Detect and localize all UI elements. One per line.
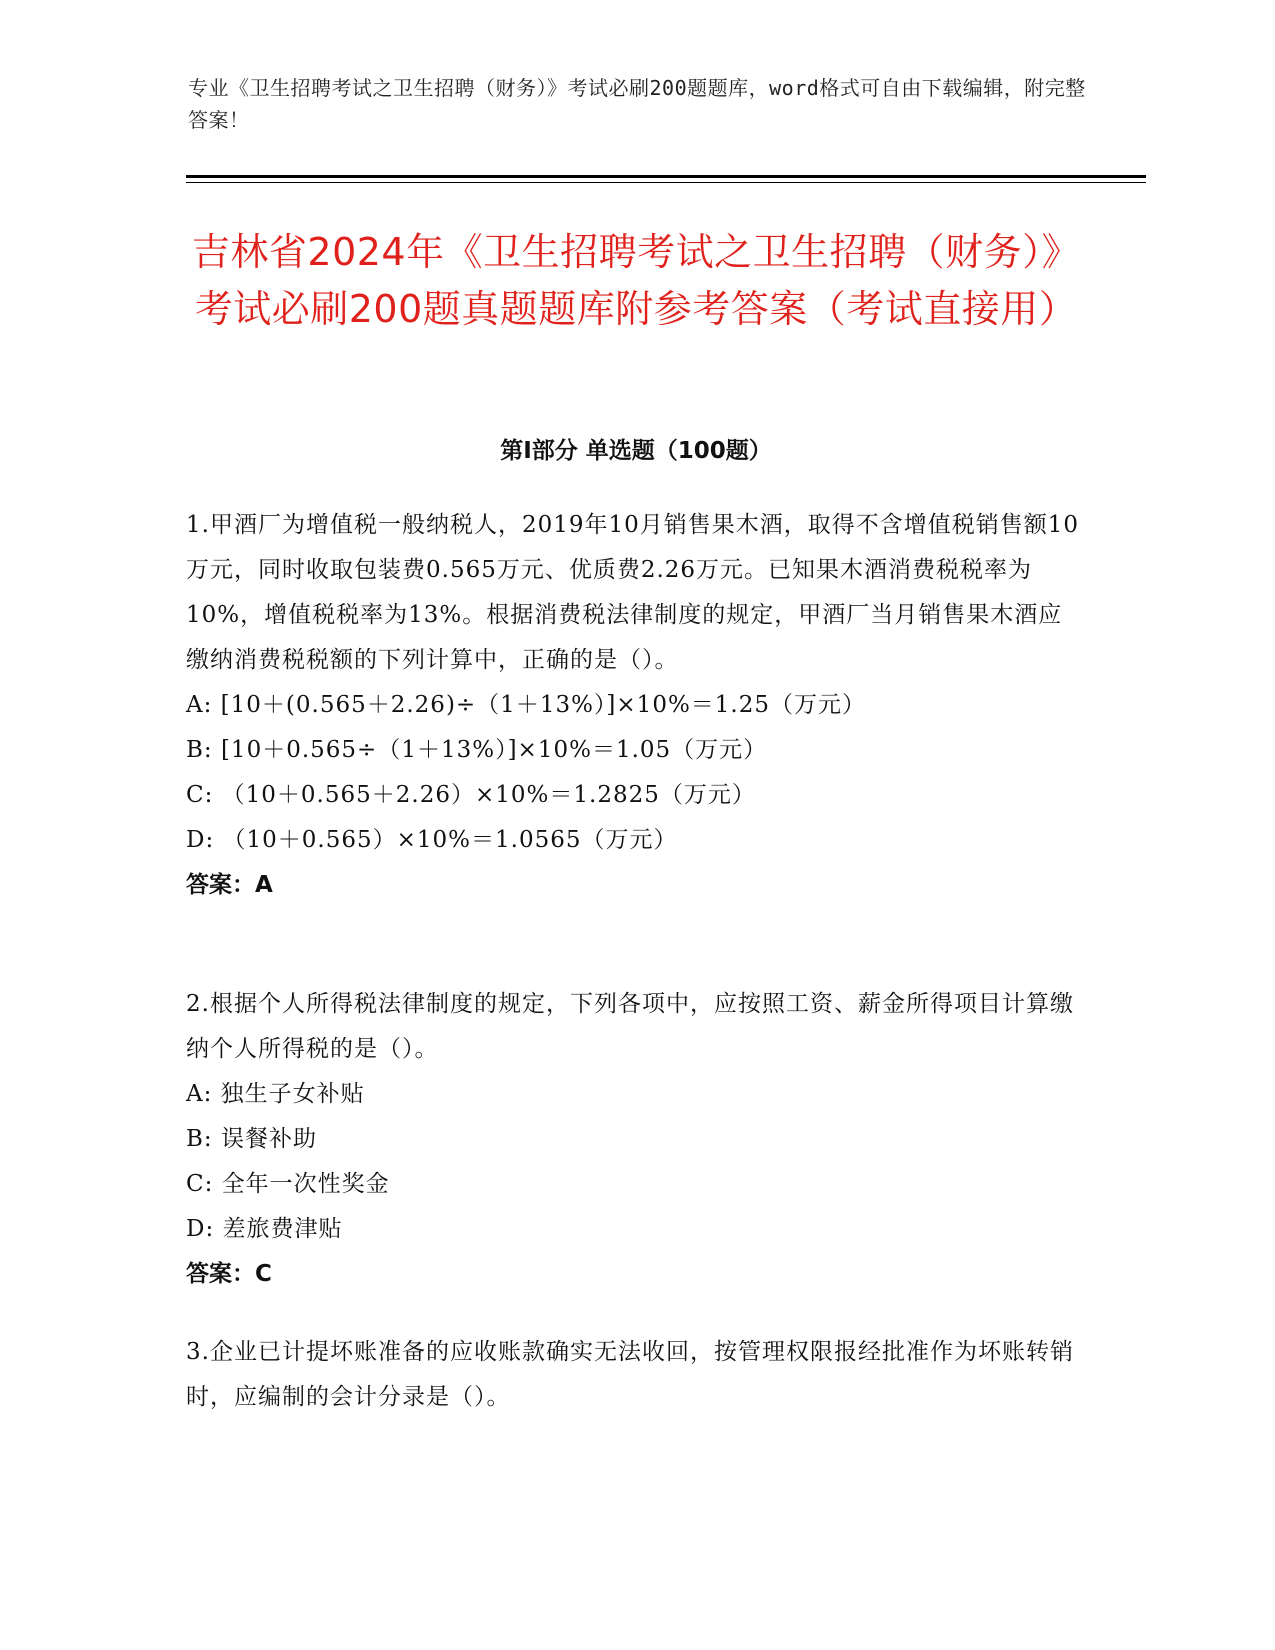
- option-c: C: 全年一次性奖金: [186, 1171, 390, 1197]
- option-b: B: 误餐补助: [186, 1126, 317, 1152]
- question-1: [186, 503, 1086, 908]
- option-d: D: （10＋0.565）×10%＝1.0565（万元）: [186, 827, 678, 853]
- question-3: [186, 1330, 1086, 1420]
- question-2: [186, 982, 1086, 1297]
- document-title: 吉林省2024年《卫生招聘考试之卫生招聘（财务）》考试必刷200题真题题库附参考答案（考试直接用）: [191, 230, 1081, 331]
- section-title: 第Ⅰ部分 单选题（100题）: [500, 438, 772, 464]
- question-text: 2.根据个人所得税法律制度的规定，下列各项中，应按照工资、薪金所得项目计算缴纳个人所得税的是（）。: [186, 991, 1074, 1062]
- header-rule: [186, 175, 1146, 178]
- option-a: A: [10＋(0.565＋2.26)÷（1＋13%）]×10%＝1.25（万元）: [186, 692, 867, 718]
- header-note: 专业《卫生招聘考试之卫生招聘（财务）》考试必刷200题题库，word格式可自由下载编辑，附完整答案！: [188, 76, 1086, 132]
- question-text: 3.企业已计提坏账准备的应收账款确实无法收回，按管理权限报经批准作为坏账转销时，应编制的会计分录是（）。: [186, 1339, 1074, 1410]
- option-b: B: [10＋0.565÷（1＋13%）]×10%＝1.05（万元）: [186, 737, 768, 763]
- header-rule-thin: [186, 182, 1146, 183]
- option-c: C: （10＋0.565＋2.26）×10%＝1.2825（万元）: [186, 782, 756, 808]
- answer-label: 答案：C: [186, 1261, 272, 1287]
- option-a: A: 独生子女补贴: [186, 1081, 365, 1107]
- question-text: 1.甲酒厂为增值税一般纳税人，2019年10月销售果木酒，取得不含增值税销售额10万元，同时收取包装费0.565万元、优质费2.26万元。已知果木酒消费税税率为10%，增值税税率为13%。根据消费税法律制度的规定，甲酒厂当月销售果木酒应缴纳消费税税额的下列计算中，正确的是（）。: [186, 512, 1080, 673]
- answer-label: 答案：A: [186, 872, 273, 898]
- option-d: D: 差旅费津贴: [186, 1216, 343, 1242]
